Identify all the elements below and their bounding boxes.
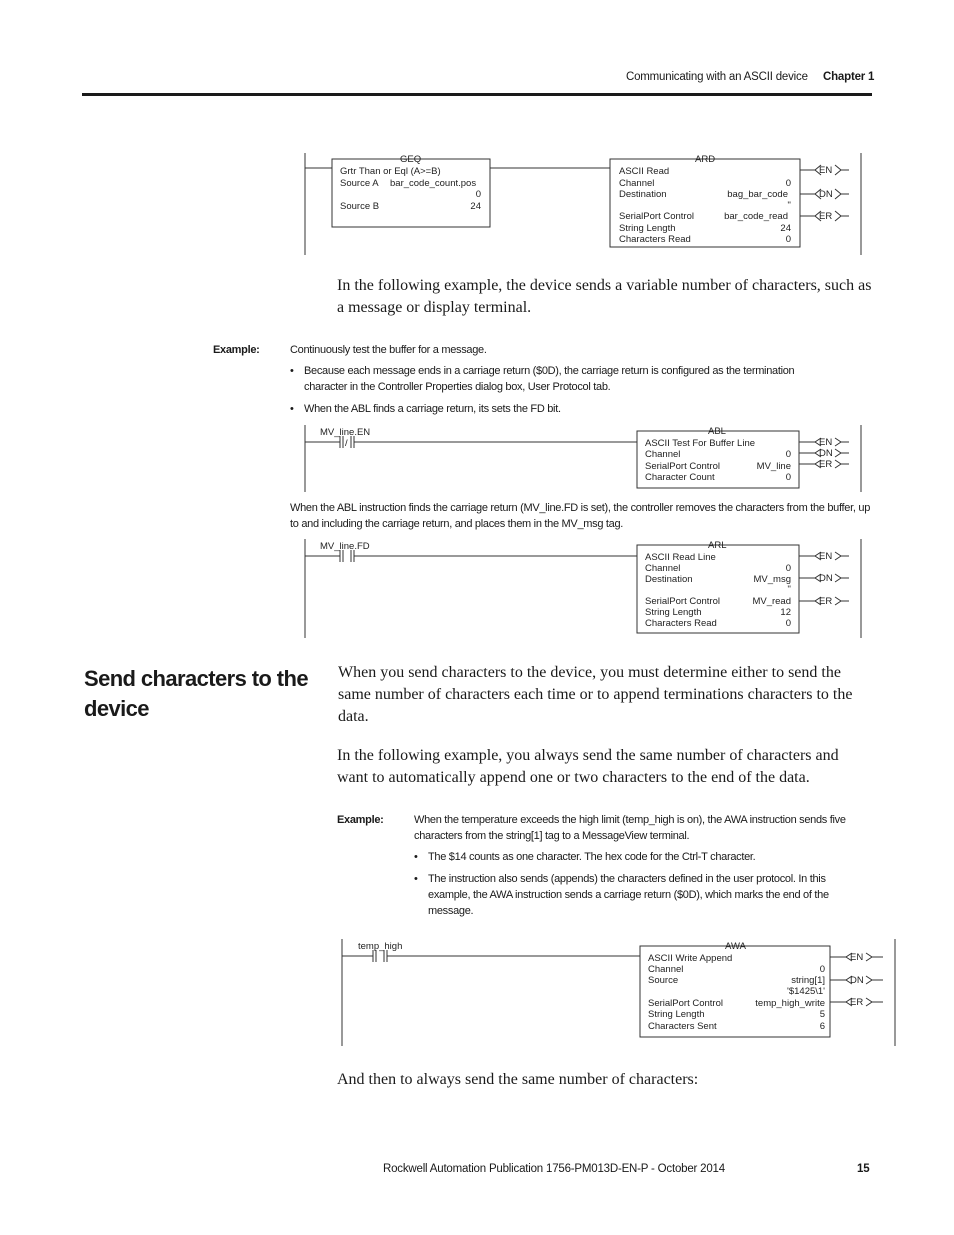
awa-source-value: string[1]	[791, 975, 825, 986]
paragraph-abl-finds: When the ABL instruction finds the carriage return (MV_line.FD is set), the controller removes the characters from the buffer, up to and including the carriage return, and places them in the MV_msg tag.	[290, 502, 871, 530]
awa-name: AWA	[725, 941, 746, 952]
arl-contact-tag: MV_line.FD	[320, 541, 370, 552]
awa-chars-sent-label: Characters Sent	[648, 1021, 717, 1032]
arl-string-length-value: 12	[780, 607, 791, 618]
abl-serialport-label: SerialPort Control	[645, 461, 720, 472]
ladder-rung-awa	[330, 936, 900, 1048]
example2-bullet-1: • The $14 counts as one character. The hex code for the Ctrl-T character.	[414, 851, 756, 863]
ard-channel-value: 0	[785, 178, 791, 189]
geq-source-a-value: 0	[475, 189, 481, 200]
arl-serialport-label: SerialPort Control	[645, 596, 720, 607]
chapter-title: Communicating with an ASCII device	[626, 71, 808, 83]
example1-bullet-1: • Because each message ends in a carriage return ($0D), the carriage return is configured as the termination character in the Controller Properties dialog box, User Protocol tab.	[290, 365, 795, 393]
ladder-rung-abl	[290, 422, 870, 497]
bullet-icon: •	[290, 365, 294, 377]
arl-name: ARL	[708, 540, 727, 551]
output-er: ER	[819, 596, 833, 607]
abl-contact-tag: MV_line.EN	[320, 427, 371, 438]
arl-serialport-value: MV_read	[752, 596, 791, 607]
example1-bullet-2: • When the ABL finds a carriage return, its sets the FD bit.	[290, 403, 561, 415]
abl-channel-label: Channel	[645, 449, 681, 460]
abl-serialport-value: MV_line	[756, 461, 791, 472]
awa-source-sub: '$1425\1'	[787, 986, 825, 997]
arl-title: ASCII Read Line	[645, 552, 716, 563]
arl-chars-read-label: Characters Read	[645, 618, 717, 629]
ard-string-length-value: 24	[780, 223, 791, 234]
geq-name: GEQ	[400, 154, 422, 165]
output-en: EN	[819, 437, 833, 448]
output-er: ER	[819, 459, 833, 470]
output-dn: DN	[819, 189, 833, 200]
awa-source-label: Source	[648, 975, 679, 986]
awa-serialport-value: temp_high_write	[755, 998, 825, 1009]
awa-string-length-value: 5	[819, 1009, 825, 1020]
output-er: ER	[850, 997, 864, 1008]
footer-publication: Rockwell Automation Publication 1756-PM013D-EN-P - October 2014	[383, 1163, 725, 1175]
ard-chars-read-value: 0	[785, 234, 791, 245]
geq-source-b-label: Source B	[340, 201, 380, 212]
output-dn: DN	[819, 448, 833, 459]
geq-source-b-value: 24	[470, 201, 481, 212]
awa-contact-tag: temp_high	[358, 941, 403, 952]
ard-destination-sub: ''	[787, 200, 791, 211]
arl-destination-value: MV_msg	[753, 574, 791, 585]
arl-chars-read-value: 0	[785, 618, 791, 629]
arl-channel-value: 0	[785, 563, 791, 574]
example1-text: Continuously test the buffer for a message.	[290, 344, 487, 356]
awa-serialport-label: SerialPort Control	[648, 998, 723, 1009]
paragraph-final: And then to always send the same number of characters:	[337, 1071, 699, 1088]
header-rule	[82, 93, 872, 96]
abl-channel-value: 0	[785, 449, 791, 460]
output-er: ER	[819, 211, 833, 222]
ard-name: ARD	[695, 154, 716, 165]
awa-channel-label: Channel	[648, 964, 684, 975]
output-en: EN	[819, 551, 833, 562]
ard-chars-read-label: Characters Read	[619, 234, 691, 245]
arl-destination-label: Destination	[645, 574, 693, 585]
ladder-rung-geq-ard	[290, 150, 870, 260]
ard-destination-value: bag_bar_code	[727, 189, 788, 200]
arl-channel-label: Channel	[645, 563, 681, 574]
example2-label: Example:	[337, 814, 384, 826]
chapter-label: Chapter 1	[823, 71, 875, 83]
example2-text: When the temperature exceeds the high limit (temp_high is on), the AWA instruction sends five characters from the string[1] tag to a MessageView terminal.	[414, 814, 846, 842]
geq-source-a-tag: bar_code_count.pos	[390, 178, 477, 189]
awa-channel-value: 0	[819, 964, 825, 975]
ard-string-length-label: String Length	[619, 223, 676, 234]
ard-title: ASCII Read	[619, 166, 670, 177]
ladder-rung-arl	[290, 536, 870, 641]
page-number: 15	[857, 1163, 870, 1175]
ard-serialport-label: SerialPort Control	[619, 211, 694, 222]
output-en: EN	[819, 165, 833, 176]
section-paragraph-1: When you send characters to the device, you must determine either to send the same number of characters each time or to append terminations characters to the data.	[338, 664, 853, 725]
section-heading: Send characters to the device	[84, 666, 308, 721]
output-en: EN	[850, 952, 864, 963]
abl-char-count-value: 0	[785, 472, 791, 483]
output-dn: DN	[819, 573, 833, 584]
bullet-icon: •	[414, 851, 418, 863]
arl-destination-sub: ''	[787, 584, 791, 595]
awa-string-length-label: String Length	[648, 1009, 705, 1020]
bullet-icon: •	[290, 403, 294, 415]
example2-bullet-2: • The instruction also sends (appends) the characters defined in the user protocol. In this example, the AWA instruction sends a carriage return ($0D), which marks the end of the message.	[414, 873, 829, 917]
awa-chars-sent-value: 6	[819, 1021, 825, 1032]
output-dn: DN	[850, 975, 864, 986]
ard-destination-label: Destination	[619, 189, 667, 200]
ard-channel-label: Channel	[619, 178, 655, 189]
section-paragraph-2: In the following example, you always send the same number of characters and want to automatically append one or two characters to the end of the data.	[337, 747, 839, 786]
abl-name: ABL	[708, 426, 726, 437]
abl-contact-symbol: /	[345, 438, 348, 449]
paragraph-variable-chars: In the following example, the device sends a variable number of characters, such as a message or display terminal.	[337, 277, 872, 316]
geq-source-a-label: Source A	[340, 178, 379, 189]
ard-serialport-value: bar_code_read	[724, 211, 788, 222]
awa-title: ASCII Write Append	[648, 953, 733, 964]
bullet-icon: •	[414, 873, 418, 885]
geq-title: Grtr Than or Eql (A>=B)	[340, 166, 441, 177]
abl-title: ASCII Test For Buffer Line	[645, 438, 756, 449]
example1-label: Example:	[213, 344, 260, 356]
abl-char-count-label: Character Count	[645, 472, 715, 483]
arl-string-length-label: String Length	[645, 607, 702, 618]
